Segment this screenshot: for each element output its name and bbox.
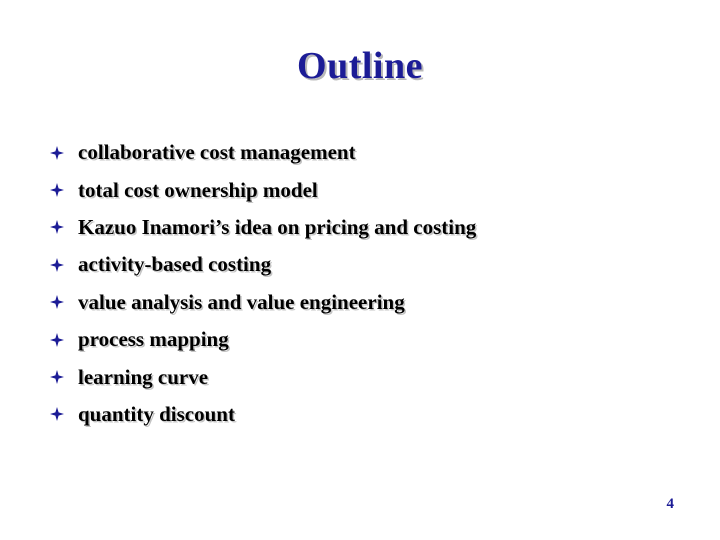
list-item-label: collaborative cost management xyxy=(78,140,356,165)
list-item xyxy=(50,246,476,283)
list-item-label: total cost ownership model xyxy=(78,177,318,202)
four-point-star-bullet-icon xyxy=(50,220,78,234)
four-point-star-bullet-icon xyxy=(50,258,78,272)
four-point-star-bullet-icon xyxy=(50,146,78,160)
slide-title: Outline xyxy=(297,45,423,87)
list-item xyxy=(50,209,476,246)
list-item-label: learning curve xyxy=(78,364,209,389)
list-item xyxy=(50,358,476,395)
list-item-label: process mapping xyxy=(78,327,229,352)
list-item xyxy=(50,171,476,208)
list-item xyxy=(50,396,476,433)
four-point-star-bullet-icon xyxy=(50,370,78,384)
four-point-star-bullet-icon xyxy=(50,295,78,309)
four-point-star-bullet-icon xyxy=(50,407,78,421)
list-item xyxy=(50,321,476,358)
page-number: 4 xyxy=(666,496,674,512)
list-item-label: value analysis and value engineering xyxy=(78,289,405,314)
list-item-label: quantity discount xyxy=(78,401,235,426)
list-item xyxy=(50,284,476,321)
list-item xyxy=(50,134,476,171)
four-point-star-bullet-icon xyxy=(50,333,78,347)
bullet-list xyxy=(50,134,476,433)
four-point-star-bullet-icon xyxy=(50,183,78,197)
list-item-label: Kazuo Inamori’s idea on pricing and costing xyxy=(78,214,477,239)
list-item-label: activity-based costing xyxy=(78,252,272,277)
